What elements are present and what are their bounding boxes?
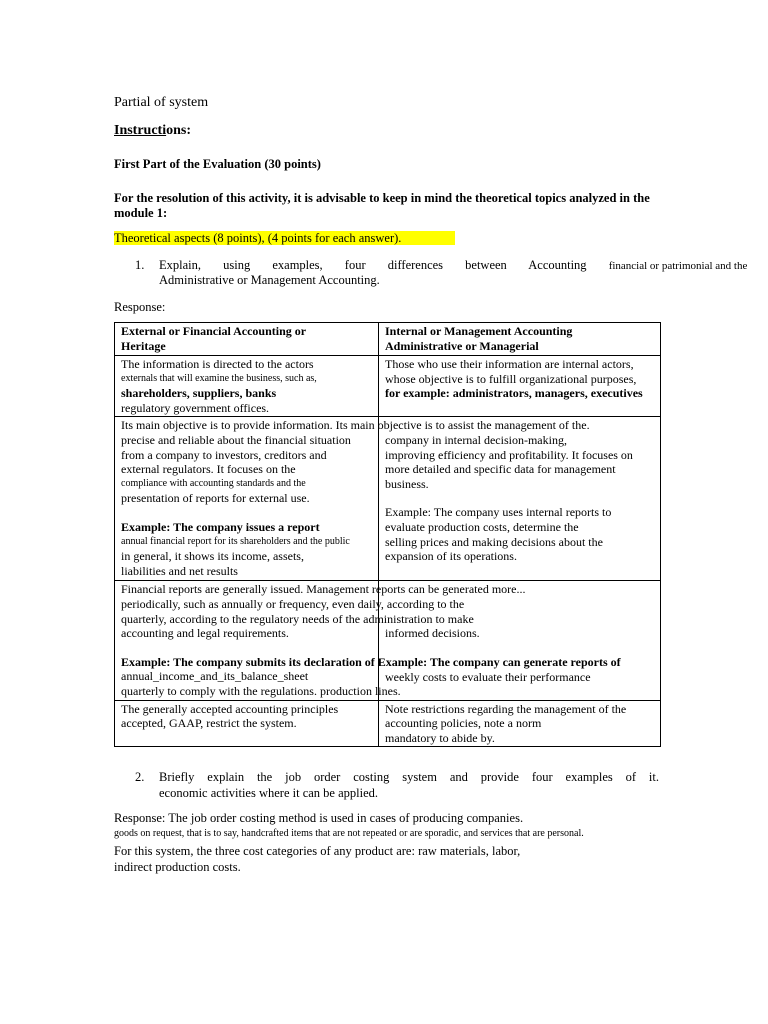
response-label: Response: <box>114 300 166 314</box>
cell-line: external regulators. It focuses on the <box>121 462 296 477</box>
row-2-internal <box>379 356 661 417</box>
spacer <box>121 506 372 520</box>
cell-line: precise and reliable about the financial situation <box>121 432 351 447</box>
cell-line: Example: The company issues a report <box>121 519 320 534</box>
row-2-external <box>115 356 379 417</box>
question-1-text-b: financial or patrimonial and the <box>608 260 748 272</box>
table-row <box>115 700 661 747</box>
cell-line: The generally accepted accounting principles <box>121 701 339 716</box>
cell-line: informed decisions. <box>385 626 480 641</box>
question-1-line-2: Administrative or Management Accounting. <box>159 273 380 287</box>
cell-line: presentation of reports for external use. <box>121 491 310 506</box>
cell-line: whose objective is to fulfill organizational purposes, <box>385 371 637 386</box>
instructions-rest: ons: <box>166 123 192 138</box>
cell-line: quarterly to comply with the regulations. production lines. <box>121 683 401 698</box>
table-row <box>115 356 661 417</box>
response-2-line-2: goods on request, that is to say, handcrafted items that are not repeated or are sporadic, and services that are personal. <box>114 828 584 839</box>
cell-line: weekly costs to evaluate their performance <box>385 669 591 684</box>
cell-line: The information is directed to the actors <box>121 357 314 371</box>
question-1-number: 1. <box>135 258 145 272</box>
question-1-line-1 <box>159 258 748 273</box>
page-title: Partial of system <box>114 95 209 110</box>
spacer <box>385 491 654 505</box>
cell-line: improving efficiency and profitability. It focuses on <box>385 447 633 462</box>
row-3-internal <box>379 417 661 581</box>
row-5-internal <box>379 700 661 747</box>
cell-line: quarterly, according to the regulatory needs of the administration to make <box>121 611 474 626</box>
cell-line: for example: administrators, managers, executives <box>385 386 643 401</box>
cell-line: business. <box>385 476 429 491</box>
response-2-line-1: Response: The job order costing method is used in cases of producing companies. <box>114 811 524 825</box>
comparison-table <box>114 322 661 747</box>
cell-line: evaluate production costs, determine the <box>385 519 579 534</box>
cell-line: from a company to investors, creditors and <box>121 447 327 462</box>
question-1-text-a: Explain, using examples, four differences between Accounting <box>159 258 609 272</box>
response-2-line-3: For this system, the three cost categories of any product are: raw materials, labor, <box>114 844 521 858</box>
advice-paragraph: For the resolution of this activity, it is advisable to keep in mind the theoretical topics analyzed in the module 1: <box>114 191 650 220</box>
cell-line: shareholders, suppliers, banks <box>121 386 277 401</box>
highlighted-instruction: Theoretical aspects (8 points), (4 points for each answer). <box>114 231 455 245</box>
cell-line: Financial reports are generally issued. Management reports can be generated more... <box>121 582 526 597</box>
cell-line: in general, it shows its income, assets, <box>121 549 304 564</box>
cell-line: Example: The company uses internal reports to <box>385 505 612 520</box>
cell-line: compliance with accounting standards and the <box>121 477 306 489</box>
cell-line: Note restrictions regarding the management of the <box>385 701 627 716</box>
header-external-line-2: Heritage <box>121 338 166 353</box>
cell-line: accounting policies, note a norm <box>385 716 542 731</box>
cell-line: expansion of its operations. <box>385 549 517 564</box>
cell-line: more detailed and specific data for management <box>385 462 616 477</box>
header-external <box>115 323 379 356</box>
response-2-line-4: indirect production costs. <box>114 860 241 874</box>
table-header-row <box>115 323 661 356</box>
header-internal-line-2: Administrative or Managerial <box>385 338 539 353</box>
instructions-heading <box>114 123 191 139</box>
question-2-line-2: economic activities where it can be applied. <box>159 786 379 800</box>
header-internal <box>379 323 661 356</box>
cell-line: periodically, such as annually or frequency, even daily, according to the <box>121 596 465 611</box>
cell-line: externals that will examine the business, such as, <box>121 372 317 384</box>
table-row <box>115 581 661 700</box>
cell-line: annual_income_and_its_balance_sheet <box>121 669 309 684</box>
cell-line: company in internal decision-making, <box>385 432 567 447</box>
cell-line: regulatory government offices. <box>121 400 270 415</box>
instructions-underlined: Instructi <box>114 123 167 138</box>
cell-line: Those who use their information are internal actors, <box>385 357 634 371</box>
cell-line: accounting and legal requirements. <box>121 626 289 641</box>
cell-line: accepted, GAAP, restrict the system. <box>121 716 297 731</box>
first-part-heading: First Part of the Evaluation (30 points) <box>114 157 321 171</box>
cell-line: mandatory to abide by. <box>385 730 495 745</box>
question-2-number: 2. <box>135 770 145 784</box>
cell-line: liabilities and net results <box>121 563 238 578</box>
header-external-line-1: External or Financial Accounting or <box>121 324 307 338</box>
cell-line: Its main objective is to provide information. Its main objective is to assist the management of the. <box>121 418 590 433</box>
table-row <box>115 417 661 581</box>
cell-line: Example: The company submits its declaration of Example: The company can generate reports of <box>121 654 621 669</box>
spacer <box>121 641 372 655</box>
row-5-external <box>115 700 379 747</box>
question-2-line-1: Briefly explain the job order costing system and provide four examples of it. <box>159 770 659 784</box>
header-internal-line-1: Internal or Management Accounting <box>385 324 573 338</box>
cell-line: selling prices and making decisions about the <box>385 534 603 549</box>
cell-line: annual financial report for its shareholders and the public <box>121 535 350 547</box>
